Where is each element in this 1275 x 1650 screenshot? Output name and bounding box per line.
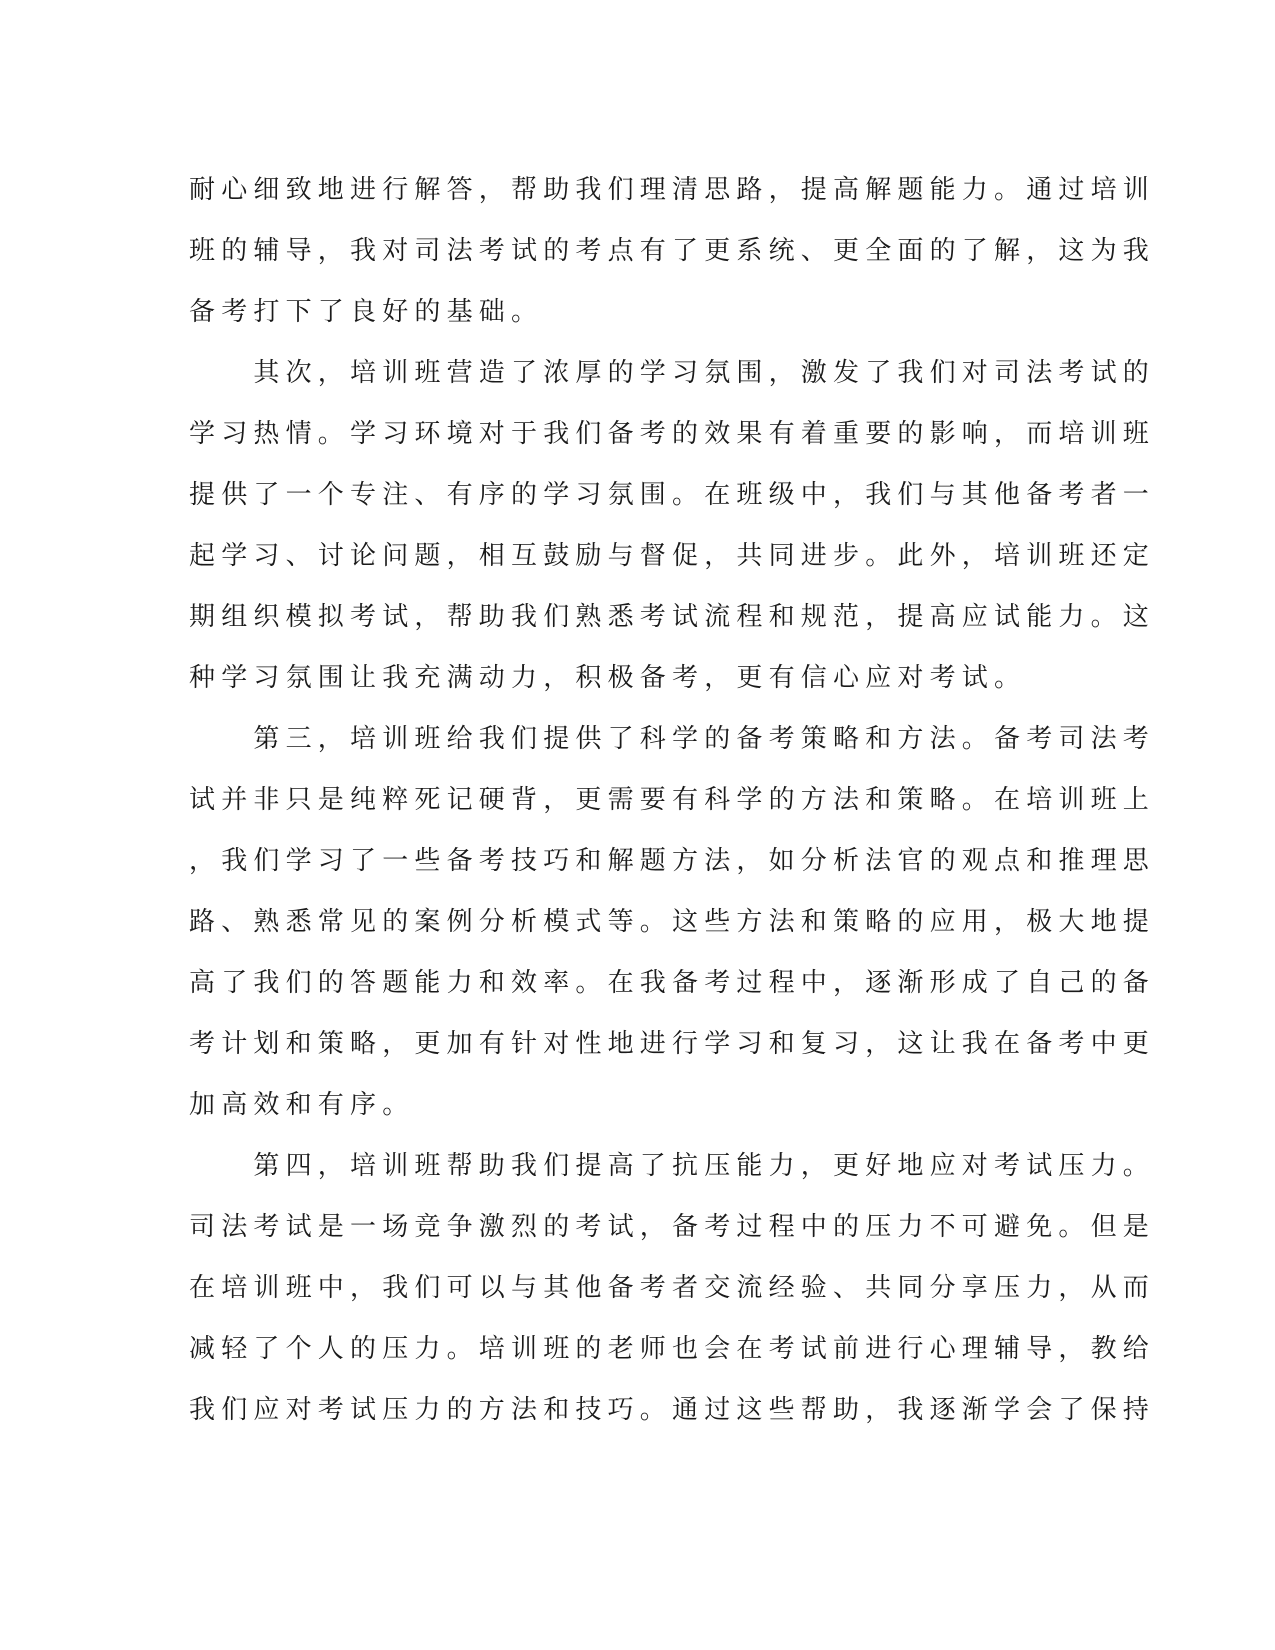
text-line: 我们应对考试压力的方法和技巧。通过这些帮助，我逐渐学会了保持 [189,1395,1156,1425]
text-line: 考计划和策略，更加有针对性地进行学习和复习，这让我在备考中更 [189,1029,1156,1059]
text-line: 在培训班中，我们可以与其他备考者交流经验、共同分享压力，从而 [189,1273,1156,1303]
text-line: 备考打下了良好的基础。 [189,297,544,327]
text-line: 期组织模拟考试，帮助我们熟悉考试流程和规范，提高应试能力。这 [189,602,1156,632]
text-line: 起学习、讨论问题，相互鼓励与督促，共同进步。此外，培训班还定 [189,541,1156,571]
body-text [189,160,1156,1441]
text-line: 试并非只是纯粹死记硬背，更需要有科学的方法和策略。在培训班上 [189,785,1156,815]
text-line: 高了我们的答题能力和效率。在我备考过程中，逐渐形成了自己的备 [189,968,1156,998]
text-line: ，我们学习了一些备考技巧和解题方法，如分析法官的观点和推理思 [189,846,1156,876]
text-line: 耐心细致地进行解答，帮助我们理清思路，提高解题能力。通过培训 [189,175,1156,205]
text-line: 司法考试是一场竞争激烈的考试，备考过程中的压力不可避免。但是 [189,1212,1156,1242]
text-line: 加高效和有序。 [189,1090,415,1120]
text-line: 学习热情。学习环境对于我们备考的效果有着重要的影响，而培训班 [189,419,1156,449]
text-line: 提供了一个专注、有序的学习氛围。在班级中，我们与其他备考者一 [189,480,1156,510]
paragraph-start-line: 第四，培训班帮助我们提高了抗压能力，更好地应对考试压力。 [189,1151,1156,1181]
paragraph-start-line: 第三，培训班给我们提供了科学的备考策略和方法。备考司法考 [189,724,1156,754]
text-line: 种学习氛围让我充满动力，积极备考，更有信心应对考试。 [189,663,1027,693]
paragraph-start-line: 其次，培训班营造了浓厚的学习氛围，激发了我们对司法考试的 [189,358,1156,388]
text-line: 减轻了个人的压力。培训班的老师也会在考试前进行心理辅导，教给 [189,1334,1156,1364]
text-line: 班的辅导，我对司法考试的考点有了更系统、更全面的了解，这为我 [189,236,1156,266]
text-line: 路、熟悉常见的案例分析模式等。这些方法和策略的应用，极大地提 [189,907,1156,937]
